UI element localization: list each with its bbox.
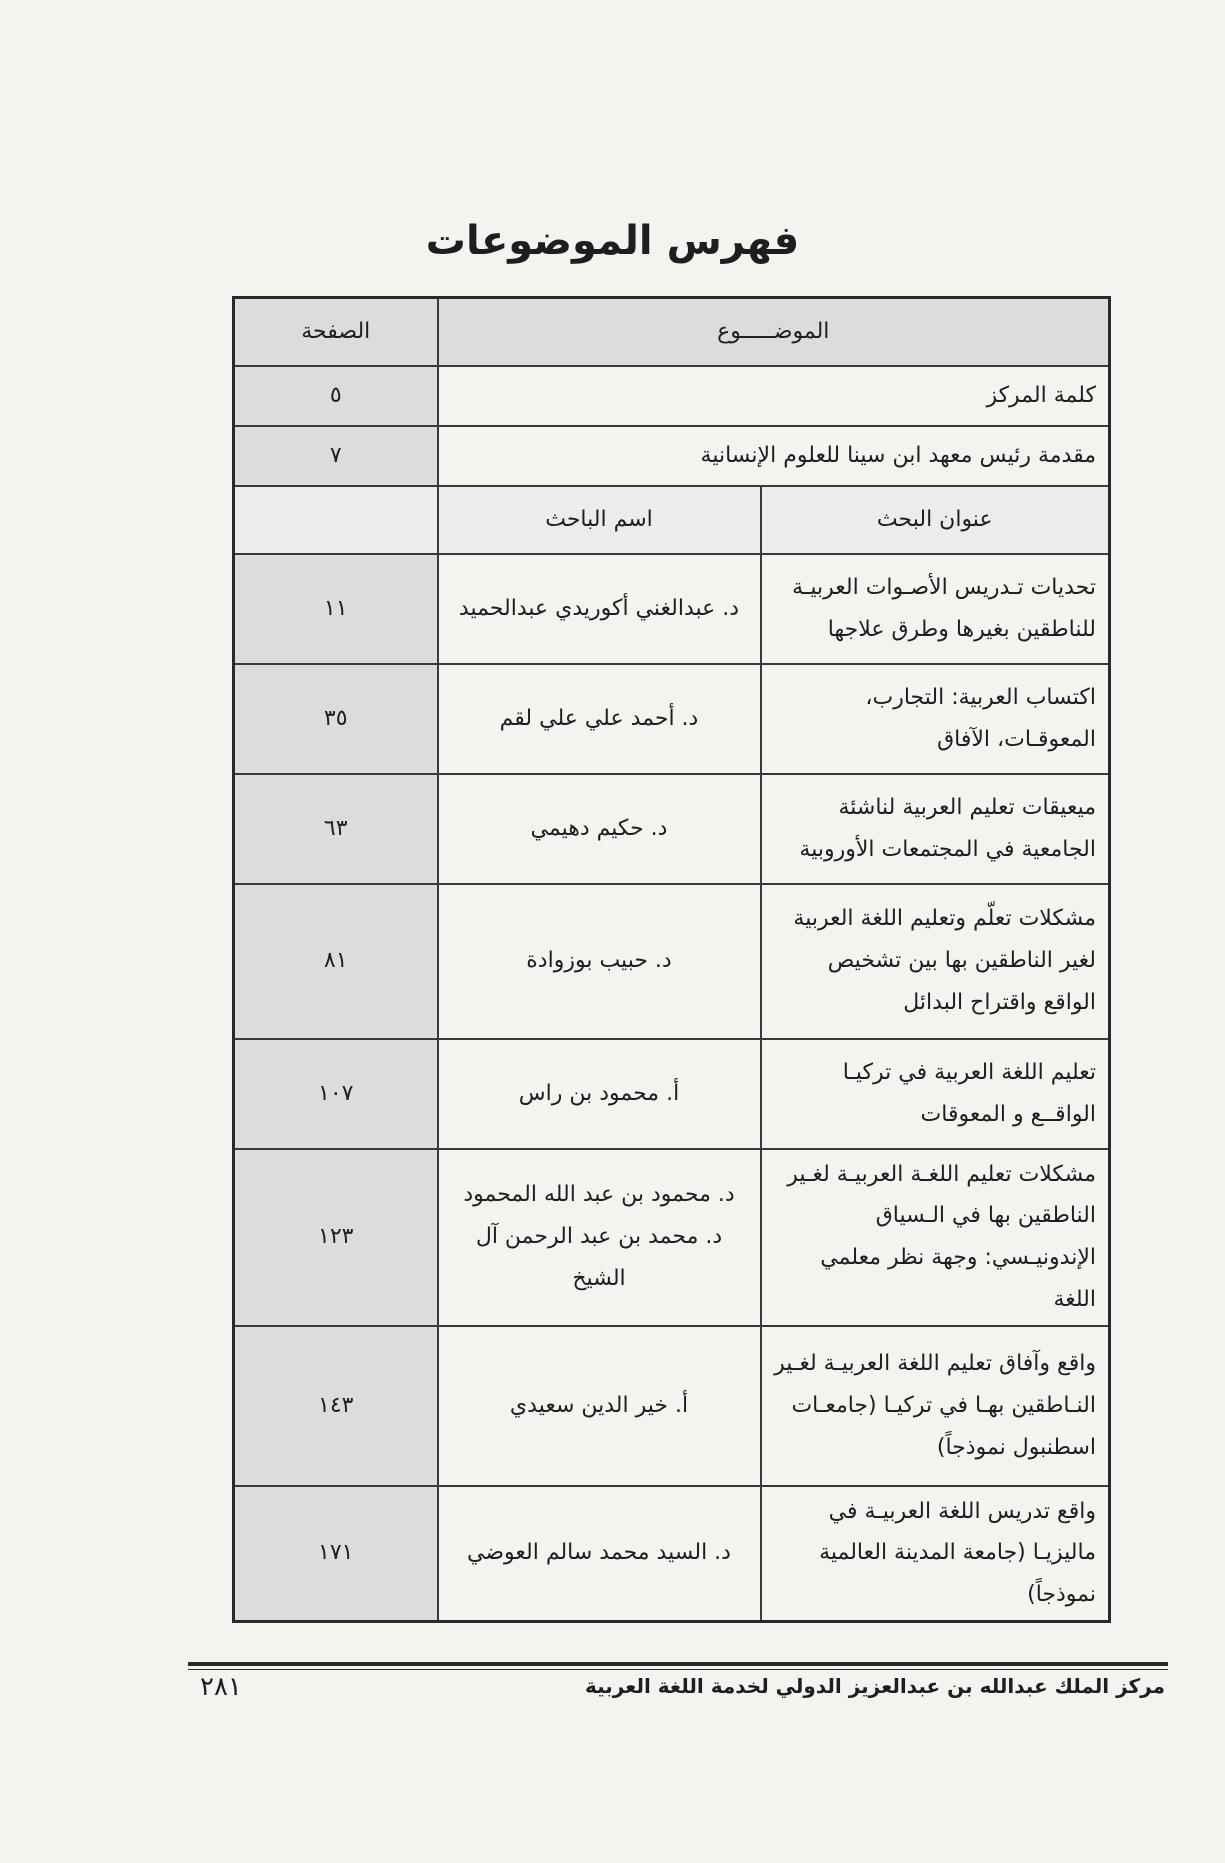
table-row <box>234 774 1110 884</box>
table-row <box>234 1486 1110 1622</box>
research-title: تحديات تـدريس الأصـوات العربيـة للناطقين بغيرها وطرق علاجها <box>761 554 1110 664</box>
table-row <box>234 664 1110 774</box>
table-row <box>234 554 1110 664</box>
researcher-name: د. محمود بن عبد الله المحمود <box>463 1182 735 1208</box>
table-row <box>234 884 1110 1039</box>
research-title: اكتساب العربية: التجارب، المعوقـات، الآفاق <box>761 664 1110 774</box>
page-number: ٨١ <box>234 884 438 1039</box>
page-number: ١٢٣ <box>234 1149 438 1326</box>
researcher-name-2: د. محمد بن عبد الرحمن آل الشيخ <box>475 1224 723 1291</box>
researcher-names <box>438 1149 761 1326</box>
intro-topic: كلمة المركز <box>438 366 1110 426</box>
intro-row <box>234 426 1110 486</box>
intro-topic: مقدمة رئيس معهد ابن سينا للعلوم الإنسانية <box>438 426 1110 486</box>
page-number: ١٧١ <box>234 1486 438 1622</box>
researcher-name: د. عبدالغني أكوريدي عبدالحميد <box>438 554 761 664</box>
footer-organization: مركز الملك عبدالله بن عبدالعزيز الدولي لخدمة اللغة العربية <box>584 1674 1165 1698</box>
author-header: اسم الباحث <box>438 486 761 554</box>
research-title: ميعيقات تعليم العربية لناشئة الجامعية في المجتمعات الأوروبية <box>761 774 1110 884</box>
research-title: تعليم اللغة العربية في تركيـا الواقــع و المعوقات <box>761 1039 1110 1149</box>
page-number: ٦٣ <box>234 774 438 884</box>
researcher-name: أ. محمود بن راس <box>438 1039 761 1149</box>
footer-rule <box>188 1662 1168 1666</box>
research-title: مشكلات تعليم اللغـة العربيـة لغـير الناطقين بها في الـسياق الإندونيـسي: وجهة نظر معلمي اللغة <box>761 1149 1110 1326</box>
research-title: واقع تدريس اللغة العربيـة في ماليزيـا (جامعة المدينة العالمية نموذجاً) <box>761 1486 1110 1622</box>
research-title: واقع وآفاق تعليم اللغة العربيـة لغـير النـاطقين بهـا في تركيـا (جامعـات اسطنبول نموذجاً) <box>761 1326 1110 1486</box>
intro-page: ٧ <box>234 426 438 486</box>
research-title: مشكلات تعلّم وتعليم اللغة العربية لغير الناطقين بها بين تشخيص الواقع واقتراح البدائل <box>761 884 1110 1039</box>
researcher-name: د. أحمد علي علي لقم <box>438 664 761 774</box>
title-header: عنوان البحث <box>761 486 1110 554</box>
intro-page: ٥ <box>234 366 438 426</box>
page-number: ١٤٣ <box>234 1326 438 1486</box>
page-number: ١٠٧ <box>234 1039 438 1149</box>
researcher-name: د. حكيم دهيمي <box>438 774 761 884</box>
researcher-name: د. حبيب بوزوادة <box>438 884 761 1039</box>
page-header: الصفحة <box>234 298 438 366</box>
intro-row <box>234 366 1110 426</box>
sub-header-row <box>234 486 1110 554</box>
table-row <box>234 1039 1110 1149</box>
page-header-blank <box>234 486 438 554</box>
toc-table <box>232 296 1111 1623</box>
page-title: فهرس الموضوعات <box>425 218 800 264</box>
footer-rule-thin <box>188 1669 1168 1670</box>
page-number: ١١ <box>234 554 438 664</box>
researcher-name: أ. خير الدين سعيدي <box>438 1326 761 1486</box>
footer-page-number: ٢٨١ <box>200 1672 242 1702</box>
table-row <box>234 1326 1110 1486</box>
topic-header: الموضـــــوع <box>438 298 1110 366</box>
page-number: ٣٥ <box>234 664 438 774</box>
researcher-name: د. السيد محمد سالم العوضي <box>438 1486 761 1622</box>
header-row <box>234 298 1110 366</box>
table-row <box>234 1149 1110 1326</box>
